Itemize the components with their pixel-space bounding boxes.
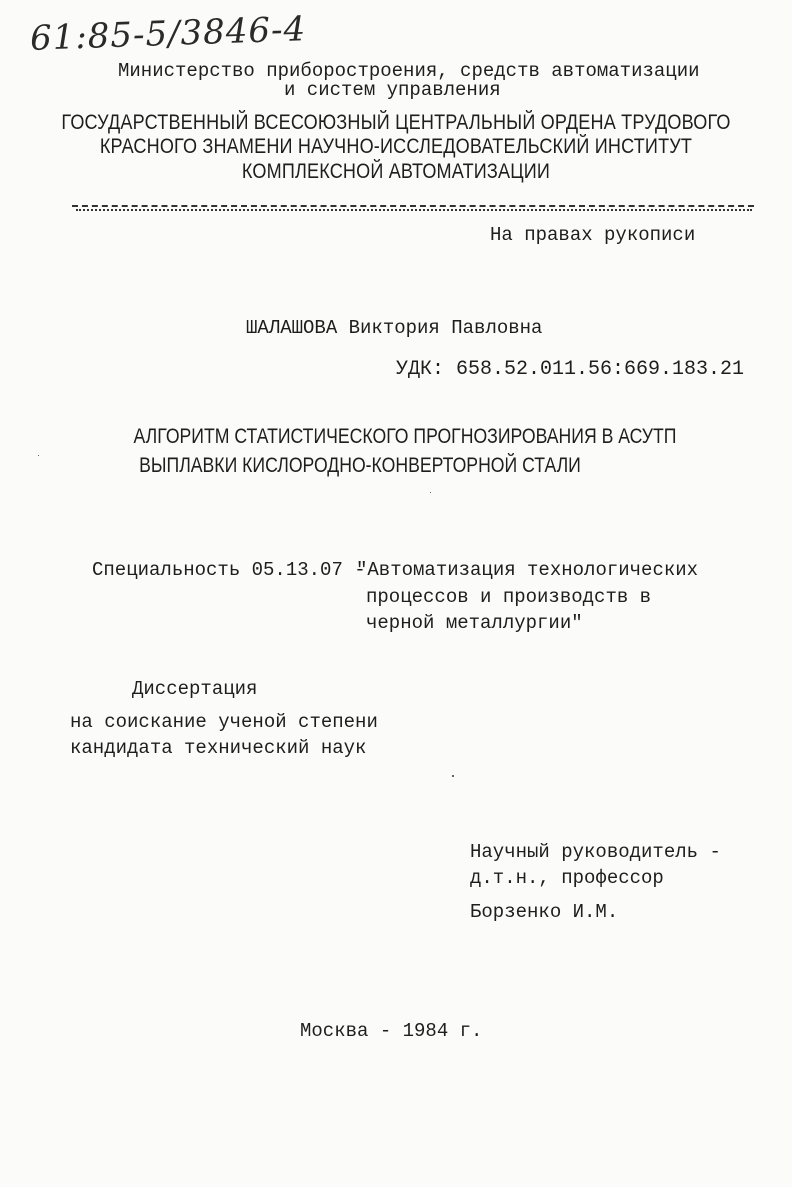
supervisor-label: Научный руководитель - (470, 841, 721, 863)
supervisor-degree: д.т.н., профессор (470, 867, 664, 889)
institute-line-3: КОМПЛЕКСНОЙ АВТОМАТИЗАЦИИ (241, 160, 551, 183)
manuscript-note: На правах рукописи (490, 224, 696, 246)
specialty-line-2: процессов и производств в (366, 586, 652, 608)
institute-line-1: ГОСУДАРСТВЕННЫЙ ВСЕСОЮЗНЫЙ ЦЕНТРАЛЬНЫЙ ОРДЕНА ТРУДОВОГО (61, 111, 731, 134)
scan-speck (430, 492, 431, 493)
specialty-line-1: "Автоматизация технологических (356, 559, 699, 581)
dissertation-title-line-1: АЛГОРИТМ СТАТИСТИЧЕСКОГО ПРОГНОЗИРОВАНИЯ В АСУТП (133, 425, 677, 448)
dissertation-title-line-2: ВЫПЛАВКИ КИСЛОРОДНО-КОНВЕРТОРНОЙ СТАЛИ (139, 454, 581, 477)
header-divider (72, 205, 754, 207)
specialty-line-3: черной металлургии" (366, 612, 583, 634)
udc-code: УДК: 658.52.011.56:669.183.21 (396, 358, 745, 381)
supervisor-name: Борзенко И.М. (470, 901, 619, 923)
degree-line-1: на соискание ученой степени (70, 711, 378, 733)
dissertation-label: Диссертация (132, 678, 258, 700)
ministry-line-2: и систем управления (284, 79, 501, 101)
degree-line-2: кандидата технический наук (70, 737, 367, 759)
scan-speck (38, 455, 39, 456)
author-name: ШАЛАШОВА Виктория Павловна (246, 317, 543, 339)
place-and-year: Москва - 1984 г. (300, 1020, 483, 1042)
institute-line-2: КРАСНОГО ЗНАМЕНИ НАУЧНО-ИССЛЕДОВАТЕЛЬСКИЙ ИНСТИТУТ (99, 135, 693, 158)
handwritten-archive-number: 61:85-5/3846-4 (29, 9, 307, 59)
scan-speck (452, 775, 454, 777)
specialty-label: Специальность 05.13.07 - (92, 559, 366, 581)
ministry-line-1: Министерство приборостроения, средств автоматизации (118, 60, 700, 82)
header-divider-second (76, 209, 752, 211)
